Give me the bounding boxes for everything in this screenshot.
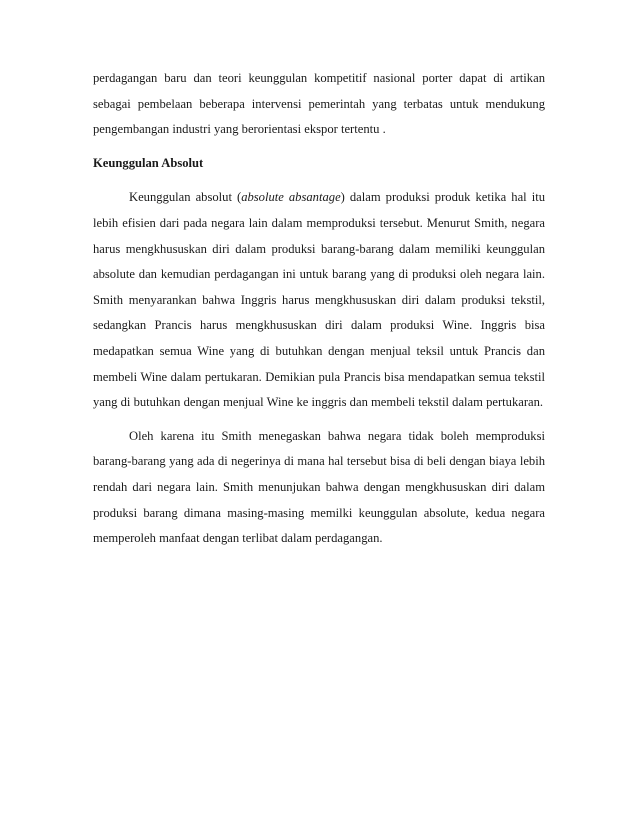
italic-term: absolute absantage — [241, 190, 341, 205]
section-heading: Keunggulan Absolut — [93, 155, 204, 170]
paragraph-1-rest: ) dalam produksi produk ketika hal itu lebih efisien dari pada negara lain dalam memproduksi tersebut. Menurut Smith, negara harus mengkhususkan diri dalam produksi barang-barang dalam memiliki keunggulan absolute dan kemudian perdagangan ini untuk barang yang di produksi oleh negara lain. Smith menyarankan bahwa Inggris harus mengkhususkan diri dalam produksi tekstil, sedangkan Prancis harus mengkhususkan diri dalam produksi Wine. Inggris bisa medapatkan semua Wine yang di butuhkan dengan menjual teksil untuk Prancis dan membeli Wine dalam pertukaran. Demikian pula Prancis bisa mendapatkan semua tekstil yang di butuhkan dengan menjual Wine ke inggris dan membeli tekstil dalam pertukaran. — [93, 190, 545, 410]
intro-paragraph: perdagangan baru dan teori keunggulan kompetitif nasional porter dapat di artikan sebagai pembelaan beberapa intervensi pemerintah yang terbatas untuk mendukung pengembangan industri yang berorientasi ekspor tertentu . — [93, 71, 545, 137]
paragraph-conclusion: Oleh karena itu Smith menegaskan bahwa negara tidak boleh memproduksi barang-barang yang ada di negerinya di mana hal tersebut bisa di beli dengan biaya lebih rendah dari negara lain. Smith menunjukan bahwa dengan mengkhususkan diri dalam produksi barang dimana masing-masing memilki keunggulan absolute, kedua negara memperoleh manfaat dengan terlibat dalam perdagangan. — [93, 428, 545, 546]
document-page — [93, 66, 545, 560]
paragraph-absolute-advantage — [93, 185, 545, 415]
paragraph-1-lead: Keunggulan absolut ( — [129, 190, 242, 205]
